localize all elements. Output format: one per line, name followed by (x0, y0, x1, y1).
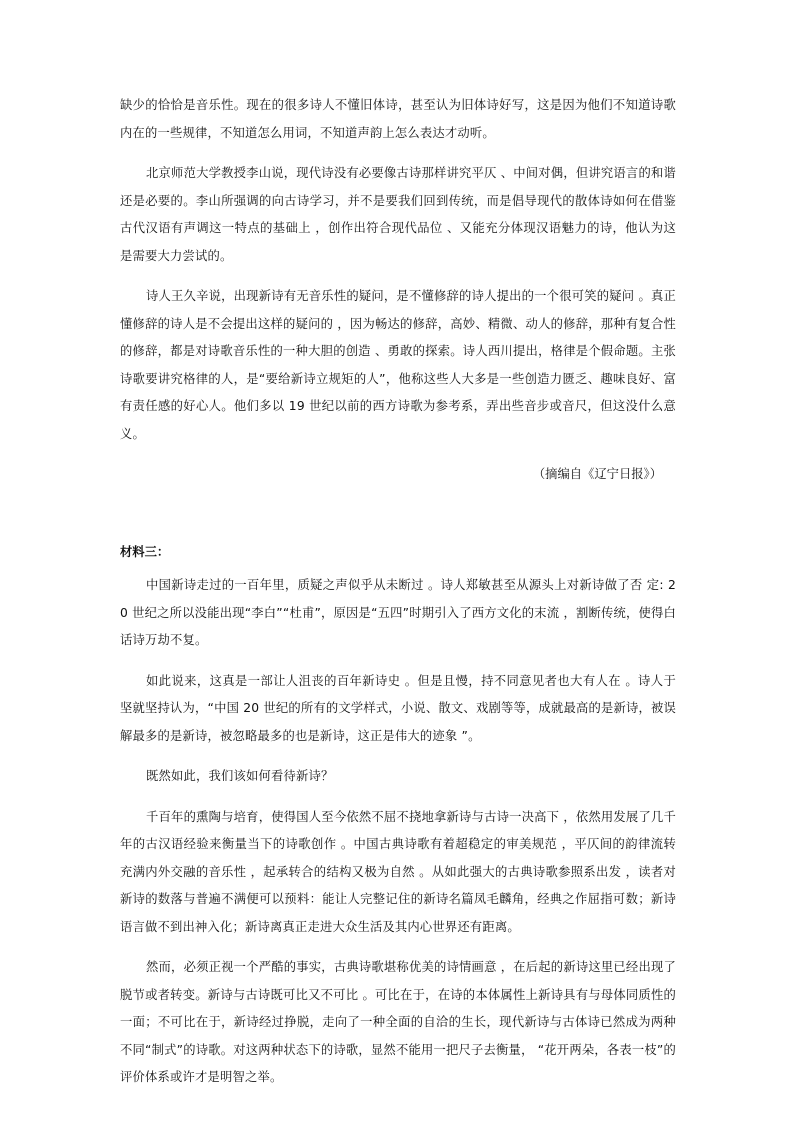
paragraph: 如此说来，这真是一部让人沮丧的百年新诗史 。但是且慢，持不同意见者也大有人在 。诗人于坚就坚持认为，“中国 20 世纪的所有的文学样式，小说、散文、戏剧等等，成就最高的是新诗，被误解最多的是新诗，被忽略最多的也是新诗，这正是伟大的迹象 ”。 (120, 673, 676, 743)
paragraph: 缺少的恰恰是音乐性。现在的很多诗人不懂旧体诗，甚至认为旧体诗好写，这是因为他们不知道诗歌内在的一些规律，不知道怎么用词，不知道声韵上怎么表达才动听。 (120, 98, 676, 140)
paragraph: 既然如此，我们该如何看待新诗？ (146, 769, 334, 783)
paragraph: 中国新诗走过的一百年里，质疑之声似乎从未断过 。诗人郑敏甚至从源头上对新诗做了否 定: 20 世纪之所以没能出现“李白”“杜甫”，原因是“五四”时期引入了西方文化的末流 ，割断传统，使得白话诗万劫不复。 (120, 578, 676, 647)
paragraph: 北京师范大学教授李山说，现代诗没有必要像古诗那样讲究平仄 、中间对偶，但讲究语言的和谐还是必要的。李山所强调的向古诗学习，并不是要我们回到传统，而是倡导现代的散体诗如何在借鉴古代汉语有声调这一特点的基础上 ，创作出符合现代品位 、又能充分体现汉语魅力的诗，他认为这是需要大力尝试的。 (120, 166, 676, 263)
paragraph: 然而，必须正视一个严酷的事实，古典诗歌堪称优美的诗情画意 ，在后起的新诗这里已经出现了脱节或者转变。新诗与古诗既可比又不可比 。可比在于，在诗的本体属性上新诗具有与母体同质性的一面；不可比在于，新诗经过挣脱，走向了一种全面的自洽的生长，现代新诗与古体诗已然成为两种不同“制式”的诗歌。对这两种状态下的诗歌，显然不能用一把尺子去衡量， “花开两朵，各表一枝”的评价体系或许才是明智之举。 (120, 960, 676, 1084)
section-heading: 材料三： (120, 544, 170, 559)
source-citation: （摘编自《辽宁日报》） (532, 467, 662, 481)
document-page (120, 92, 676, 1105)
paragraph: 诗人王久辛说，出现新诗有无音乐性的疑问，是不懂修辞的诗人提出的一个很可笑的疑问 。真正懂修辞的诗人是不会提出这样的疑问的 ，因为畅达的修辞，高妙、精微、动人的修辞，那种有复合性的修辞，都是对诗歌音乐性的一种大胆的创造 、勇敢的探索。诗人西川提出，格律是个假命题。主张诗歌要讲究格律的人，是“要给新诗立规矩的人”，他称这些人大多是一些创造力匮乏、趣味良好、富有责任感的好心人。他们多以 19 世纪以前的西方诗歌为参考系，弄出些音步或音尺，但这没什么意义。 (120, 289, 676, 441)
paragraph: 千百年的熏陶与培育，使得国人至今依然不屈不挠地拿新诗与古诗一决高下 ，依然用发展了几千年的古汉语经验来衡量当下的诗歌创作 。中国古典诗歌有着超稳定的审美规范 ，平仄间的韵律流转充满内外交融的音乐性 ，起承转合的结构又极为自然 。从如此强大的古典诗歌参照系出发 ，读者对新诗的数落与普遍不满便可以预料：能让人完整记住的新诗名篇凤毛麟角，经典之作屈指可数；新诗语言做不到出神入化；新诗离真正走进大众生活及其内心世界还有距离。 (120, 809, 676, 934)
